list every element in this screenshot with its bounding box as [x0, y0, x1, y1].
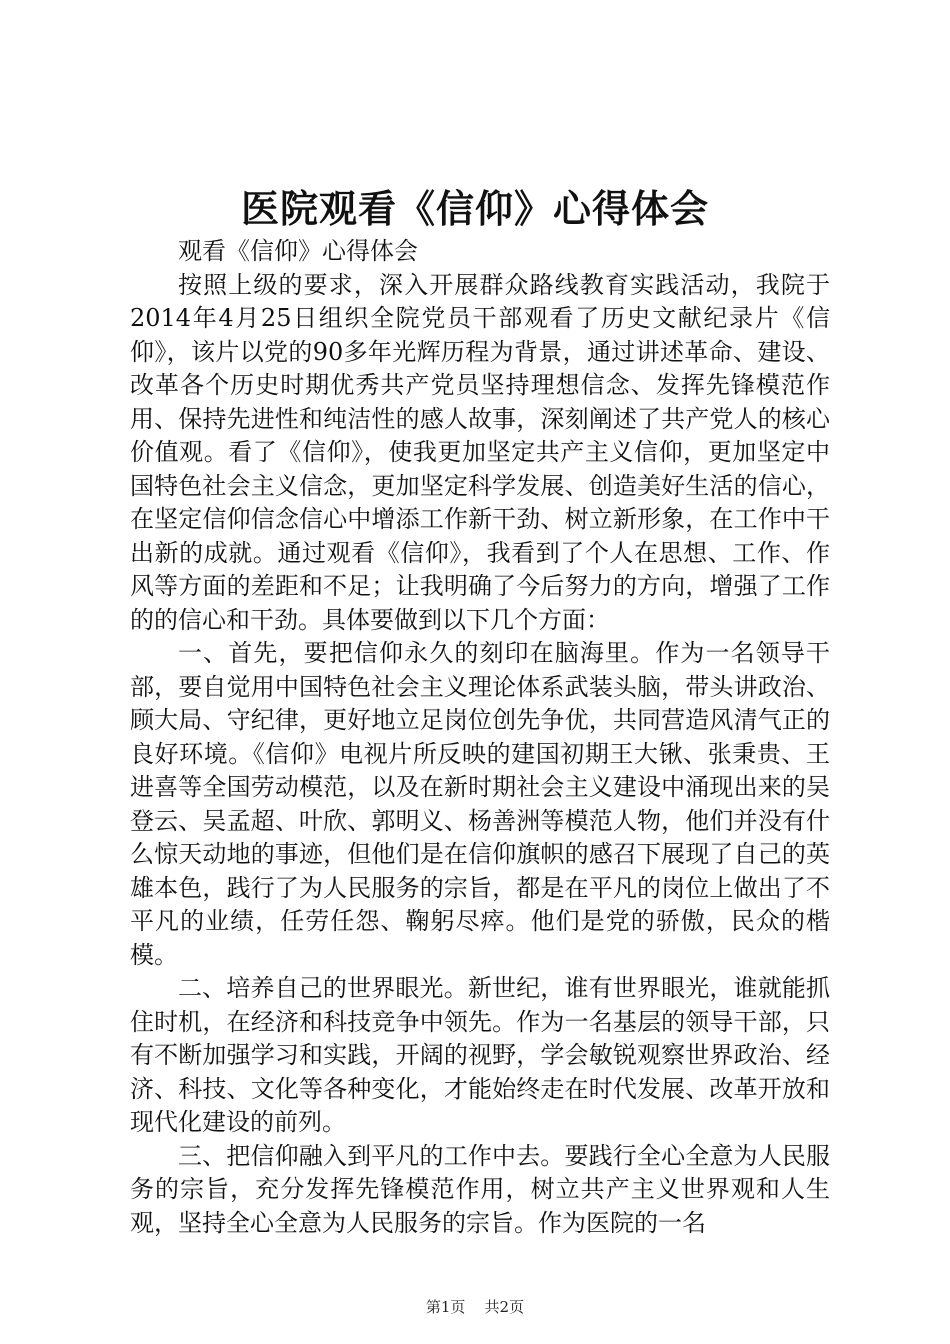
document-body — [130, 235, 830, 1240]
page-footer — [0, 1297, 950, 1317]
document-title: 医院观看《信仰》心得体会 — [240, 186, 709, 231]
subtitle-paragraph: 观看《信仰》心得体会 — [178, 237, 418, 265]
body-paragraph: 按照上级的要求，深入开展群众路线教育实践活动，我院于2014年4月25日组织全院党员干部观看了历史文献纪录片《信仰》，该片以党的90多年光辉历程为背景，通过讲述革命、建设、改革各个历史时期优秀共产党员坚持理想信念、发挥先锋模范作用、保持先进性和纯洁性的感人故事，深刻阐述了共产党人的核心价值观。看了《信仰》，使我更加坚定共产主义信仰，更加坚定中国特色社会主义信念，更加坚定科学发展、创造美好生活的信心，在坚定信仰信念信心中增添工作新干劲、树立新形象，在工作中干出新的成就。通过观看《信仰》，我看到了个人在思想、工作、作风等方面的差距和不足；让我明确了今后努力的方向，增强了工作的的信心和干劲。具体要做到以下几个方面： — [130, 270, 830, 634]
page-total: 共2页 — [484, 1298, 525, 1316]
body-paragraph: 一、首先，要把信仰永久的刻印在脑海里。作为一名领导干部，要自觉用中国特色社会主义理论体系武装头脑，带头讲政治、顾大局、守纪律，更好地立足岗位创先争优，共同营造风清气正的良好环境。《信仰》电视片所反映的建国初期王大锹、张秉贵、王进喜等全国劳动模范，以及在新时期社会主义建设中涌现出来的吴登云、吴孟超、叶欣、郭明义、杨善洲等模范人物，他们并没有什么惊天动地的事迹，但他们是在信仰旗帜的感召下展现了自己的英雄本色，践行了为人民服务的宗旨，都是在平凡的岗位上做出了不平凡的业绩，任劳任怨、鞠躬尽瘁。他们是党的骄傲，民众的楷模。 — [130, 639, 830, 969]
body-paragraph: 二、培养自己的世界眼光。新世纪，谁有世界眼光，谁就能抓住时机，在经济和科技竞争中领先。作为一名基层的领导干部，只有不断加强学习和实践，开阔的视野，学会敏锐观察世界政治、经济、科技、文化等各种变化，才能始终走在时代发展、改革开放和现代化建设的前列。 — [130, 974, 830, 1136]
page-number: 第1页 — [425, 1298, 466, 1316]
body-paragraph: 三、把信仰融入到平凡的工作中去。要践行全心全意为人民服务的宗旨，充分发挥先锋模范作用，树立共产主义世界观和人生观，坚持全心全意为人民服务的宗旨。作为医院的一名 — [130, 1141, 830, 1237]
